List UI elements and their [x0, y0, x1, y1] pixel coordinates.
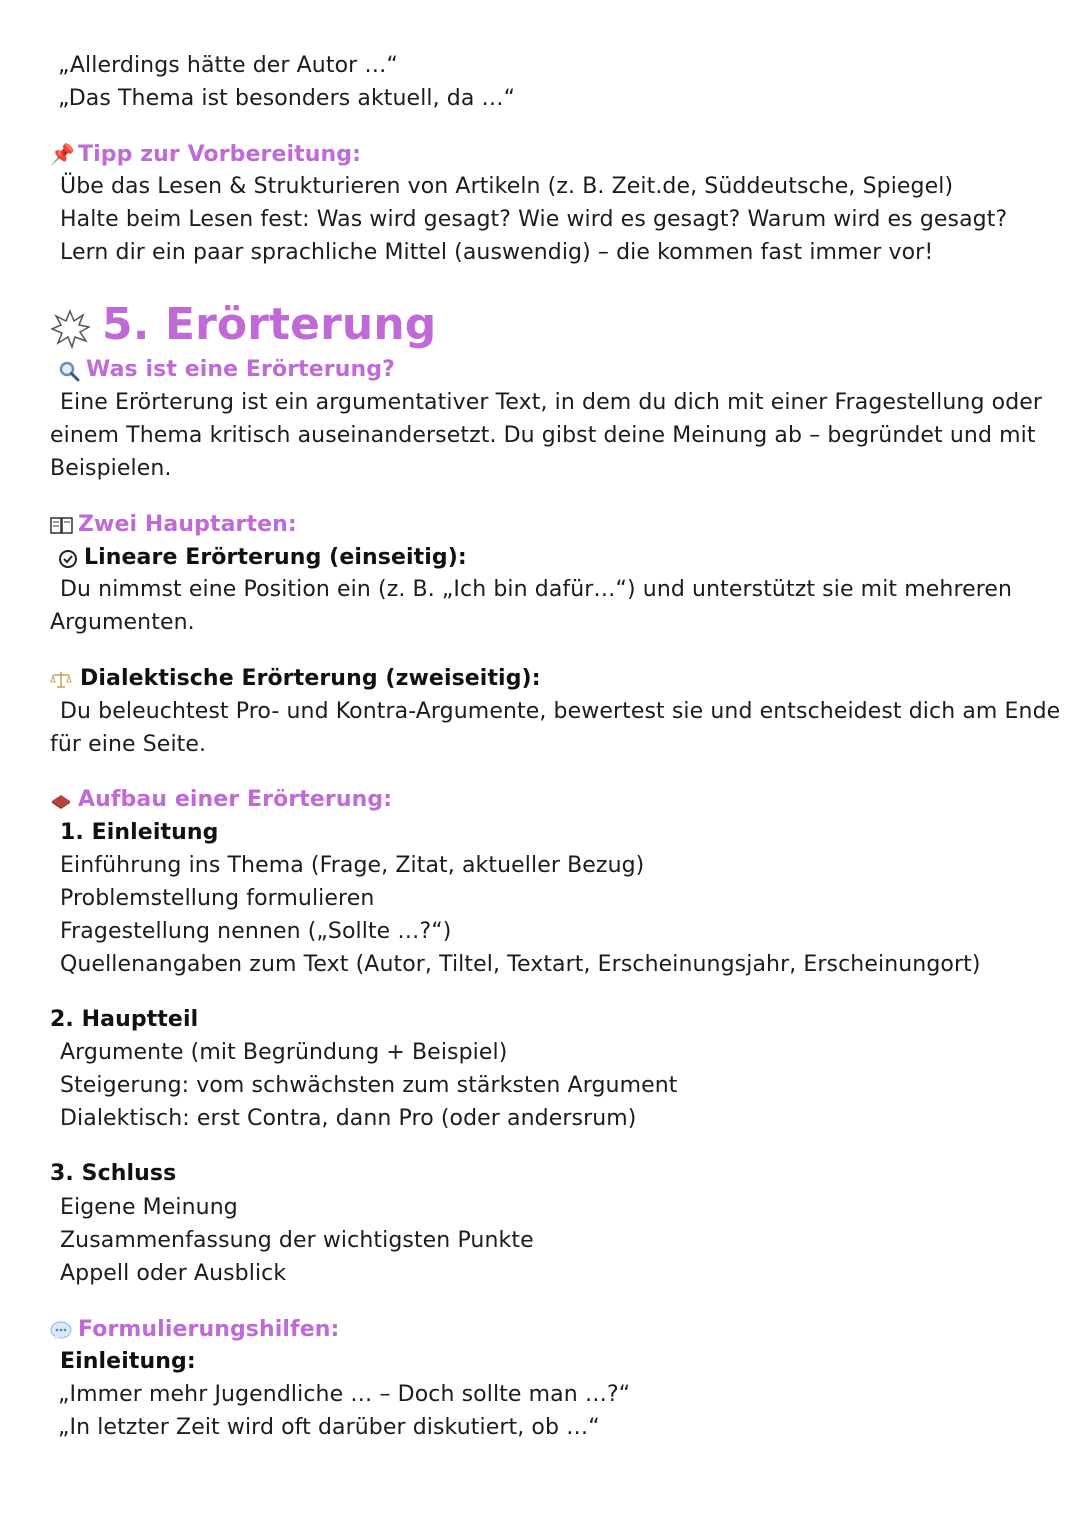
speech-bubble-icon [50, 1315, 74, 1343]
dialectic-line: für eine Seite. [50, 732, 207, 757]
dialectic-title: Dialektische Erörterung (zweiseitig): [50, 664, 541, 693]
part-title: 2. Hauptteil [50, 1007, 199, 1032]
list-item: Zusammenfassung der wichtigsten Punkte [60, 1228, 534, 1253]
structure-heading: Aufbau einer Erörterung: [50, 785, 392, 814]
explosion-icon [50, 300, 102, 354]
what-line: Beispielen. [50, 456, 172, 481]
linear-title: Lineare Erörterung (einseitig): [58, 543, 467, 572]
linear-line: Du nimmst eine Position ein (z. B. „Ich bin dafür…“) und unterstützt sie mit mehreren [60, 577, 1013, 602]
list-item: Argumente (mit Begründung + Beispiel) [60, 1040, 508, 1065]
list-item: Problemstellung formulieren [60, 886, 375, 911]
tipp-line: Übe das Lesen & Strukturieren von Artikeln (z. B. Zeit.de, Süddeutsche, Spiegel) [60, 174, 954, 199]
what-heading: Was ist eine Erörterung? [58, 355, 395, 384]
quote-line: „Das Thema ist besonders aktuell, da …“ [58, 86, 516, 111]
section-title: 5. Erörterung [50, 298, 436, 354]
pushpin-icon: 📌 [50, 142, 76, 166]
list-item: Dialektisch: erst Contra, dann Pro (oder andersrum) [60, 1106, 637, 1131]
what-line: Eine Erörterung ist ein argumentativer Text, in dem du dich mit einer Fragestellung oder [60, 390, 1043, 415]
phrasing-sub: Einleitung: [60, 1349, 196, 1374]
phrasing-line: „Immer mehr Jugendliche … – Doch sollte man …?“ [58, 1382, 631, 1407]
phrasing-heading: Formulierungshilfen: [50, 1315, 339, 1344]
tipp-line: Lern dir ein paar sprachliche Mittel (auswendig) – die kommen fast immer vor! [60, 240, 934, 265]
list-item: Steigerung: vom schwächsten zum stärksten Argument [60, 1073, 678, 1098]
list-item: Quellenangaben zum Text (Autor, Tiltel, Textart, Erscheinungsjahr, Erscheinungort) [60, 952, 981, 977]
types-heading: Zwei Hauptarten: [50, 510, 297, 539]
part-title: 3. Schluss [50, 1161, 177, 1186]
tipp-line: Halte beim Lesen fest: Was wird gesagt? Wie wird es gesagt? Warum wird es gesagt? [60, 207, 1008, 232]
check-circle-icon [58, 543, 80, 571]
part-title: 1. Einleitung [60, 820, 219, 845]
linear-line: Argumenten. [50, 610, 195, 635]
brick-icon [50, 785, 74, 813]
list-item: Fragestellung nennen („Sollte …?“) [60, 919, 452, 944]
list-item: Eigene Meinung [60, 1195, 238, 1220]
book-icon [50, 510, 74, 538]
quote-line: „Allerdings hätte der Autor …“ [58, 53, 398, 78]
tipp-heading: 📌 Tipp zur Vorbereitung: [50, 142, 362, 167]
phrasing-line: „In letzter Zeit wird oft darüber diskutiert, ob …“ [58, 1415, 600, 1440]
list-item: Appell oder Ausblick [60, 1261, 287, 1286]
dialectic-line: Du beleuchtest Pro- und Kontra-Argumente, bewertest sie und entscheidest dich am Ende [60, 699, 1061, 724]
scales-icon [50, 664, 76, 692]
magnifier-icon [58, 355, 82, 383]
list-item: Einführung ins Thema (Frage, Zitat, aktueller Bezug) [60, 853, 645, 878]
what-line: einem Thema kritisch auseinandersetzt. Du gibst deine Meinung ab – begründet und mit [50, 423, 1036, 448]
